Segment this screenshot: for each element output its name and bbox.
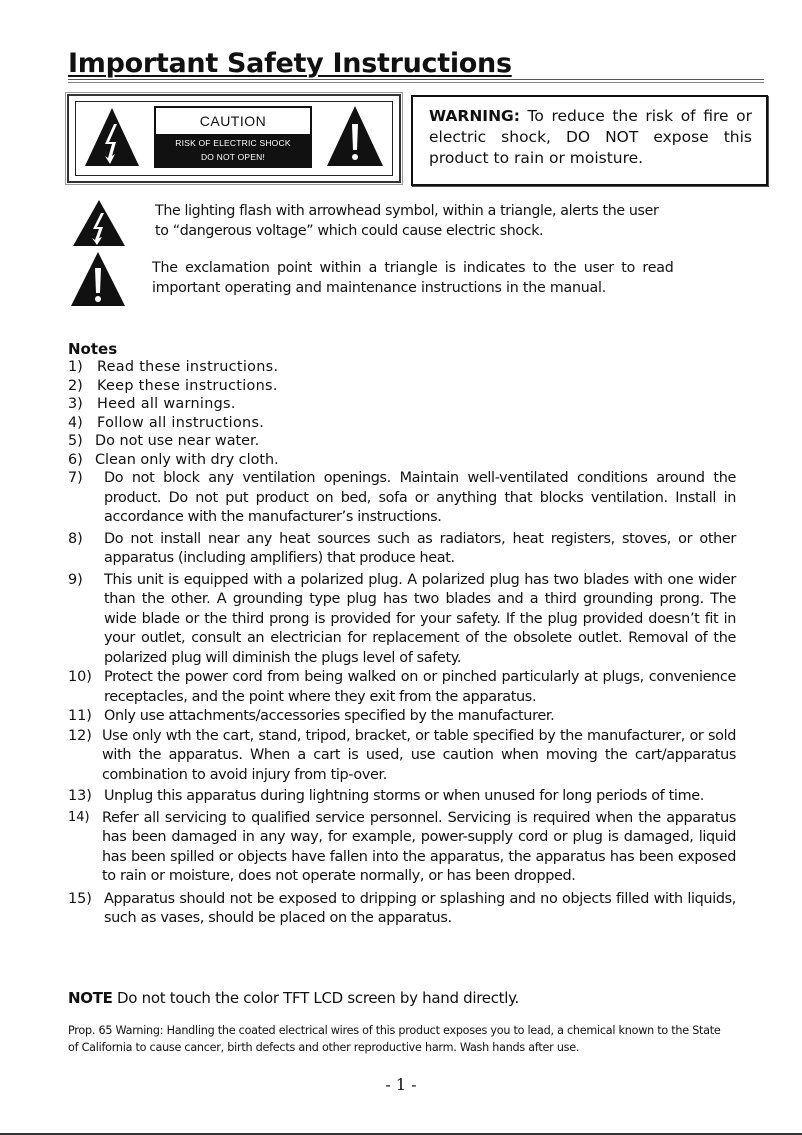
symbol-description-exclamation [152,258,674,298]
symbol-exclamation-line2: important operating and maintenance instructions in the manual. [152,280,607,296]
list-item-text: Do not install near any heat sources such as radiators, heat registers, stoves, or other apparatus (including amplifiers) that produce heat. [104,530,736,566]
list-item-text: Clean only with dry cloth. [95,451,279,468]
list-item-number: 13) [68,788,92,804]
symbol-lightning-line2: to “dangerous voltage” which could cause electric shock. [155,223,544,239]
list-item [68,414,736,433]
list-item-text: Keep these instructions. [97,377,278,394]
notes-list [68,358,736,929]
lightning-triangle-icon [83,106,141,168]
symbol-lightning-line1: The lighting flash with arrowhead symbol, within a triangle, alerts the user [155,203,659,219]
list-item-text: Read these instructions. [97,359,279,375]
list-item-text: Only use attachments/accessories specified by the manufacturer. [104,708,555,724]
list-item [68,530,736,569]
caution-label-title: CAUTION [199,113,267,129]
exclamation-triangle-icon [70,251,126,307]
list-item-number: 10) [68,669,92,685]
list-item [68,890,736,929]
list-item [68,787,736,807]
list-item [68,377,736,396]
warning-box [411,95,768,186]
exclamation-triangle-icon [325,104,385,168]
list-item-number: 15) [68,890,92,907]
list-item-number: 7) [68,470,83,486]
title-rule-secondary [68,82,764,83]
list-item-number: 3) [68,396,83,412]
list-item-number: 9) [68,571,83,588]
list-item [68,727,736,786]
caution-graphic [67,94,401,183]
list-item-number: 2) [68,377,83,394]
note-label: NOTE [68,989,113,1007]
warning-label: WARNING: [429,107,520,125]
list-item [68,432,736,451]
list-item [68,707,736,727]
title-rule [68,79,764,80]
caution-label-subtitle [156,134,310,166]
list-item [68,809,736,887]
list-item-number: 14) [68,809,90,825]
note-text: Do not touch the color TFT LCD screen by hand directly. [112,989,520,1007]
list-item-text: This unit is equipped with a polarized plug. A polarized plug has two blades with one wider than the other. A grounding type plug has two blades and a third grounding prong. The wide blade or the third prong is provided for your safety. If the plug provided doesn’t fit in your outlet, consult an electrician for replacement of the obsolete outlet. Removal of the polarized plug will diminish the plugs level of safety. [104,571,736,666]
list-item [68,571,736,669]
caution-label [154,106,312,168]
caution-label-line1: RISK OF ELECTRIC SHOCK [175,138,291,148]
warning-text: To reduce the risk of fire or electric shock, DO NOT expose this product to rain or moisture. [429,107,752,167]
lightning-triangle-icon [72,199,126,247]
page-title: Important Safety Instructions [68,48,512,79]
list-item [68,358,736,377]
list-item-number: 8) [68,530,83,547]
list-item-text: Apparatus should not be exposed to dripping or splashing and no objects filled with liquids, such as vases, should be placed on the apparatus. [104,890,736,926]
list-item-number: 6) [68,451,83,468]
list-item-text: Follow all instructions. [97,414,265,431]
list-item-number: 4) [68,414,83,431]
list-item-text: Do not block any ventilation openings. Maintain well-ventilated conditions around the product. Do not put product on bed, sofa or anything that blocks ventilation. Install in accordance with the manufacturer’s instructions. [104,470,736,525]
list-item-number: 11) [68,708,92,724]
list-item [68,469,736,528]
list-item-number: 5) [68,433,83,449]
symbol-description-lightning [155,201,658,241]
list-item-text: Unplug this apparatus during lightning storms or when unused for long periods of time. [104,788,704,804]
list-item-text: Heed all warnings. [97,396,236,412]
prop65-warning: Prop. 65 Warning: Handling the coated electrical wires of this product exposes you to lead, a chemical known to the State of California to cause cancer, birth defects and other reproductive harm. Wash hands after use. [68,1024,721,1054]
list-item-text: Use only wth the cart, stand, tripod, bracket, or table specified by the manufacturer, or sold with the apparatus. When a cart is used, use caution when moving the cart/apparatus combination to avoid injury from tip-over. [102,727,736,783]
list-item-number: 12) [68,727,92,744]
list-item [68,668,736,707]
list-item-text: Refer all servicing to qualified service personnel. Servicing is required when the apparatus has been damaged in any way, for example, power-supply cord or plug is damaged, liquid has been spilled or objects have fallen into the apparatus, the apparatus has been exposed to rain or moisture, does not operate normally, or has been dropped. [102,809,736,884]
list-item-number: 1) [68,359,83,375]
symbol-exclamation-line1: The exclamation point within a triangle is indicates to the user to read [152,260,674,276]
list-item [68,451,736,470]
list-item [68,395,736,414]
list-item-text: Do not use near water. [95,433,260,449]
page-number: - 1 - [385,1075,417,1094]
notes-heading: Notes [68,340,118,358]
caution-label-line2: DO NOT OPEN! [200,152,266,162]
note-line [68,989,519,1007]
list-item-text: Protect the power cord from being walked on or pinched particularly at plugs, convenience receptacles, and the point where they exit from the apparatus. [104,669,736,705]
